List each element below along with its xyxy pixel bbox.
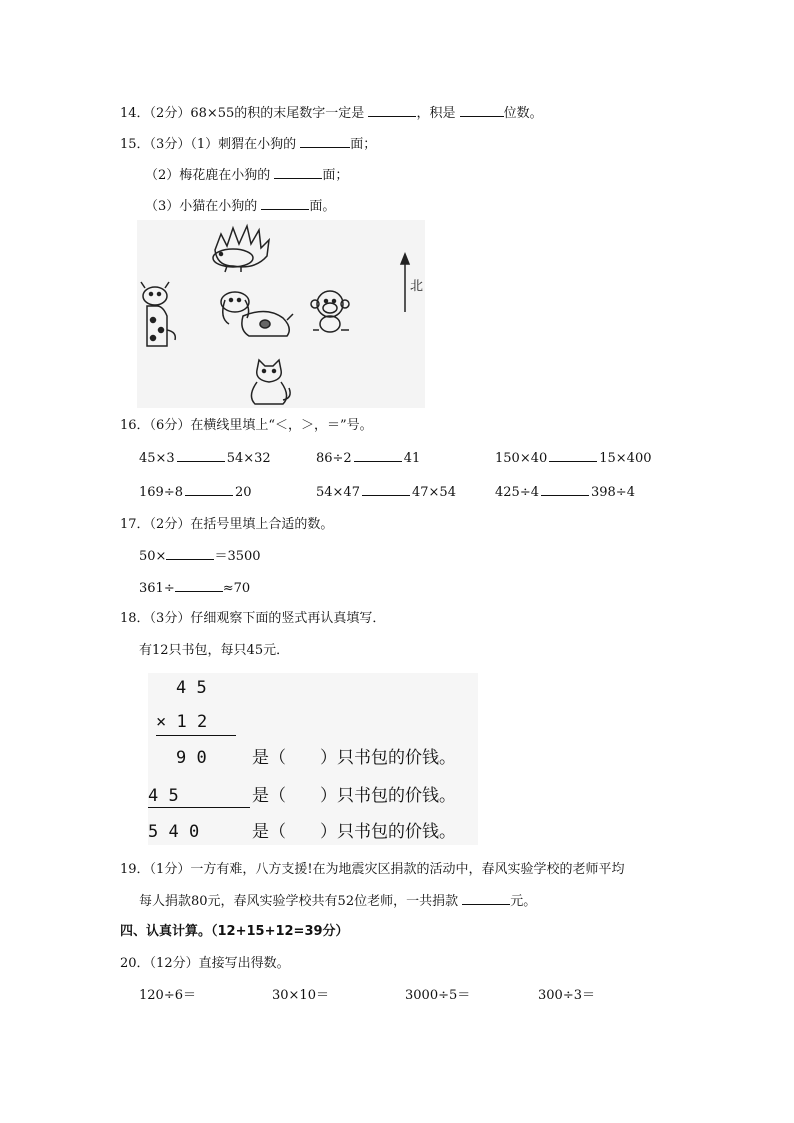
compare-item: 54×47 47×54	[316, 485, 456, 500]
compare-item: 45×3 54×32	[139, 451, 271, 466]
answer-blank[interactable]	[460, 104, 504, 117]
question-15-part-2: （2）梅花鹿在小狗的 面；	[145, 168, 349, 183]
fill-item: 50× ＝3500	[139, 549, 261, 564]
giraffe-icon	[141, 282, 175, 346]
question-15-part-3: （3）小猫在小狗的 面。	[145, 199, 336, 214]
monkey-icon	[311, 291, 349, 332]
answer-blank[interactable]	[368, 104, 416, 117]
answer-blank[interactable]	[300, 135, 350, 148]
fill-parenthesis[interactable]: 是（ ）只书包的价钱。	[252, 748, 456, 768]
answer-blank[interactable]	[354, 449, 402, 462]
section-title: 四、认真计算。（12+15+12=39分）	[120, 924, 349, 939]
answer-blank[interactable]	[541, 483, 589, 496]
answer-blank[interactable]	[177, 449, 225, 462]
answer-blank[interactable]	[185, 483, 233, 496]
divider-line	[156, 735, 236, 736]
question-20: 20．（12分）直接写出得数。	[120, 956, 290, 971]
hedgehog-icon	[213, 226, 269, 272]
fill-item: 361÷ ≈70	[139, 581, 251, 596]
calc-item[interactable]: 300÷3＝	[538, 988, 595, 1003]
compare-item: 169÷8 20	[139, 485, 252, 500]
answer-blank[interactable]	[175, 579, 223, 592]
partial-product-2: 4 5	[148, 785, 250, 808]
partial-product-1: 9 0	[176, 748, 207, 768]
question-18-context: 有12只书包，每只45元．	[139, 643, 290, 658]
answer-blank[interactable]	[274, 166, 322, 179]
calc-item[interactable]: 3000÷5＝	[405, 988, 471, 1003]
compare-item: 86÷2 41	[316, 451, 421, 466]
fill-parenthesis[interactable]: 是（ ）只书包的价钱。	[252, 822, 456, 842]
question-19: 19．（1分）一方有难，八方支援!在为地震灾区捐款的活动中，春风实验学校的老师平均	[120, 862, 625, 877]
question-19-line-2: 每人捐款80元，春风实验学校共有52位老师，一共捐款 元。	[139, 894, 537, 909]
answer-blank[interactable]	[261, 197, 309, 210]
product: 5 4 0	[148, 822, 200, 842]
answer-blank[interactable]	[362, 483, 410, 496]
calc-item[interactable]: 120÷6＝	[139, 988, 196, 1003]
question-16: 16．（6分）在横线里填上“＜，＞，＝”号。	[120, 418, 373, 433]
compare-item: 425÷4 398÷4	[495, 485, 635, 500]
north-label: 北	[410, 279, 424, 294]
animal-position-figure	[137, 220, 425, 408]
fill-parenthesis[interactable]: 是（ ）只书包的价钱。	[252, 786, 456, 806]
question-15: 15．（3分）（1）刺猬在小狗的 面；	[120, 137, 377, 152]
vertical-multiplication	[148, 673, 478, 845]
multiplier: × 1 2	[156, 712, 208, 732]
dog-icon	[221, 292, 293, 336]
calc-item[interactable]: 30×10＝	[272, 988, 329, 1003]
answer-blank[interactable]	[549, 449, 597, 462]
compare-item: 150×40 15×400	[495, 451, 652, 466]
cat-icon	[251, 360, 290, 404]
north-arrow-icon	[401, 254, 409, 312]
multiplicand: 4 5	[176, 678, 207, 698]
answer-blank[interactable]	[462, 892, 510, 905]
question-18: 18．（3分）仔细观察下面的竖式再认真填写．	[120, 611, 386, 626]
question-14: 14．（2分）68×55的积的末尾数字一定是 ，积是 位数。	[120, 106, 543, 121]
question-17: 17．（2分）在括号里填上合适的数。	[120, 517, 334, 532]
answer-blank[interactable]	[166, 547, 214, 560]
